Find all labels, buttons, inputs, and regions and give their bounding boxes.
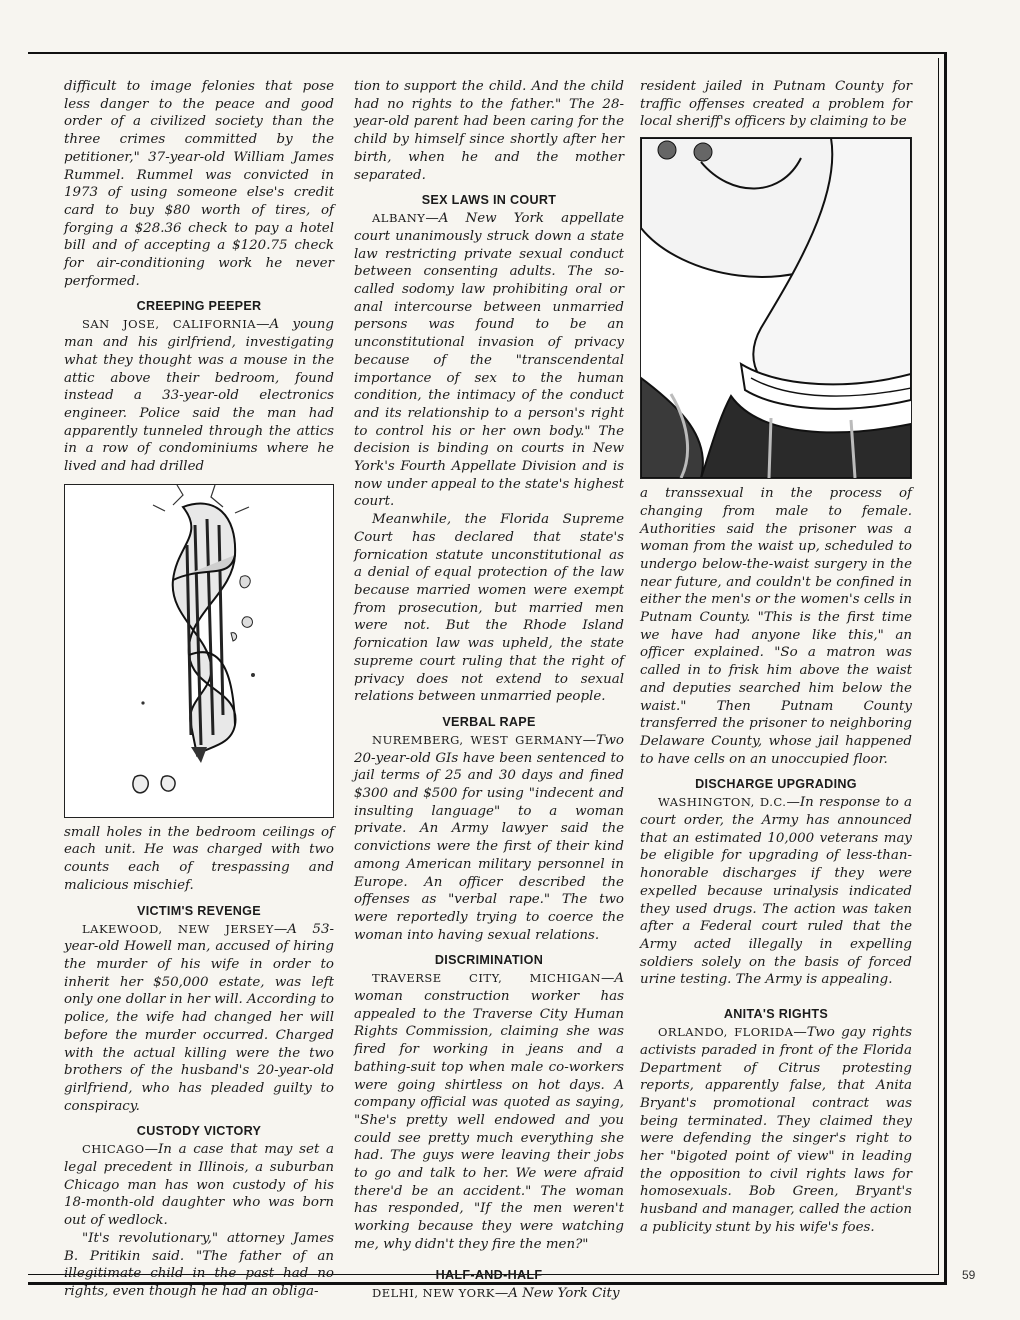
article-custody-victory: CHICAGO—In a case that may set a legal precedent in Illinois, a suburban Chicago man has won custody of his 18-month-old daughter who was born out of wedlock. bbox=[64, 1142, 334, 1229]
article-creeping-peeper-continued: small holes in the bedroom ceilings of each unit. He was charged with two counts each of trespassing and malicious mischief. bbox=[64, 824, 334, 893]
dateline: LAKEWOOD, NEW JERSEY bbox=[82, 921, 274, 936]
column-2 bbox=[354, 78, 624, 1302]
drill-bit-drawing bbox=[65, 485, 333, 817]
column-1 bbox=[64, 78, 334, 1301]
half-and-half-drawing bbox=[641, 138, 911, 478]
headline-anitas-rights: ANITA'S RIGHTS bbox=[723, 1007, 829, 1022]
article-victims-revenge: LAKEWOOD, NEW JERSEY—A 53-year-old Howell man, accused of hiring the murder of his wife in order to inherit her $50,000 estate, was left only one dollar in her will. According to police, the wife had changed her will before the murder occurred. Charged with the actual killing were the two brothers of the husband's 20-year-old girlfriend, who has pleaded guilty to conspiracy. bbox=[64, 921, 335, 1114]
article-verbal-rape: NUREMBERG, WEST GERMANY—Two 20-year-old GIs have been sentenced to jail terms of 25 and 30 days and fined $300 and $500 for using "indecent and insulting language" to a woman private. An Army lawyer said the convictions were the first of their kind among American military personnel in Europe. An officer described the offenses as "verbal rape." The two were reportedly trying to coerce the woman into having sexual relations. bbox=[354, 732, 624, 943]
headline-discharge-upgrading: DISCHARGE UPGRADING bbox=[695, 777, 857, 792]
frame-right-inner-rule bbox=[938, 58, 939, 1274]
headline-creeping-peeper: CREEPING PEEPER bbox=[136, 299, 262, 314]
headline-half-and-half: HALF-AND-HALF bbox=[435, 1267, 543, 1282]
article-sex-laws: ALBANY—A New York appellate court unanimously struck down a state law restricting private sexual conduct between consenting adults. The so-called sodomy law prohibiting oral or anal intercourse between unmarried persons was found to be an unconstitutional invasion of privacy because of the "transcendental importance of sex to the human condition, the intimacy of the conduct and its relationship to a person's right to control his or her own body." The decision is binding on courts in New York's Fourth Appellate Division and is now under appeal to the state's highest court. bbox=[354, 211, 624, 510]
dateline: ALBANY bbox=[372, 211, 426, 226]
article-sex-laws-p2: Meanwhile, the Florida Supreme Court has declared that state's fornication statute unconstitutional as a denial of equal protection of the law because married women were exempt from prosecution, but married men were not. But the Rhode Island fornication law was upheld, the state supreme court ruling that the right of privacy does not extend to sexual relations between unmarried people. bbox=[354, 512, 624, 705]
article-anitas-rights: ORLANDO, FLORIDA—Two gay rights activists paraded in front of the Florida Department of Citrus protesting reports, apparently false, that Anita Bryant's promotional contract was being terminated. They claimed they were defending the singer's right to her "bigoted point of view" in leading the opposition to civil rights laws for homosexuals. Bob Green, Bryant's husband and manager, called the action a publicity stunt by his wife's foes. bbox=[640, 1025, 912, 1235]
dateline: SAN JOSE, CALIFORNIA bbox=[82, 317, 257, 332]
article-continuation: tion to support the child. And the child had no rights to the father." The 28-year-old parent had been caring for the child by himself since shortly after her birth, when he and the mother separated. bbox=[354, 79, 624, 183]
headline-victims-revenge: VICTIM'S REVENGE bbox=[137, 903, 261, 918]
headline-custody-victory: CUSTODY VICTORY bbox=[136, 1124, 262, 1139]
dateline: NUREMBERG, WEST GERMANY bbox=[372, 732, 583, 747]
frame-right-rule bbox=[944, 52, 947, 1282]
dateline: ORLANDO, FLORIDA bbox=[658, 1025, 794, 1040]
dateline: CHICAGO bbox=[82, 1142, 145, 1157]
article-custody-quote: "It's revolutionary," attorney James B. Pritikin said. "The father of an illegitimate child in the past had no rights, even though he had an obliga- bbox=[64, 1230, 334, 1299]
article-continuation: difficult to image felonies that pose less danger to the peace and good order of a civilized society than the three crimes committed by the petitioner," 37-year-old William James Rummel. Rummel was convicted in 1973 of using someone else's credit card to buy $80 worth of tires, of forging a $28.36 check to pay a hotel bill and of accepting a $120.75 check for air-conditioning work he never performed. bbox=[64, 79, 334, 289]
dateline: TRAVERSE CITY, MICHIGAN bbox=[372, 971, 601, 986]
headline-discrimination: DISCRIMINATION bbox=[434, 953, 544, 968]
article-half-and-half-cont2: a transsexual in the process of changing from male to female. Authorities said the prisoner was a woman from the waist up, scheduled to undergo below-the-waist surgery in the near future, and couldn't be confined in either the men's or the women's cells in Putnam County. "This is the first time we have had anyone like this," an officer explained. "So a matron was called in to frisk him above the waist and deputies searched him below the waist." Then Putnam County transferred the prisoner to neighboring Delaware County, whose jail happened to have cells on an unoccupied floor. bbox=[640, 486, 912, 767]
column-3 bbox=[640, 78, 912, 1237]
headline-sex-laws: SEX LAWS IN COURT bbox=[421, 193, 557, 208]
article-half-and-half: DELHI, NEW YORK—A New York City bbox=[372, 1285, 620, 1301]
article-discrimination: TRAVERSE CITY, MICHIGAN—A woman construction worker has appealed to the Traverse City Human Rights Commission, claiming she was fired for working in jeans and a bathing-suit top when male co-workers were going shirtless on hot days. A company official was quoted as saying, "She's pretty well endowed and you could see pretty much everything she had. The guys were leaving their jobs to go and talk to her. We were afraid there'd be an accident." The woman has responded, "If the men weren't working because they were watching me, why didn't they fire the men?" bbox=[354, 971, 624, 1252]
article-half-and-half-continued: resident jailed in Putnam County for traffic offenses created a problem for local sheriff's officers by claiming to be bbox=[640, 79, 912, 130]
dateline: DELHI, NEW YORK bbox=[372, 1285, 495, 1300]
frame-top-rule bbox=[28, 52, 944, 54]
dateline: WASHINGTON, D.C. bbox=[658, 795, 787, 810]
drill-illustration bbox=[64, 484, 334, 818]
article-creeping-peeper: SAN JOSE, CALIFORNIA—A young man and his girlfriend, investigating what they thought was a mouse in the attic above their bedroom, found instead a 33-year-old electronics engineer. Police said the man had apparently tunneled through the attics in a row of condominiums where he lived and had drilled bbox=[64, 317, 334, 475]
page-number: 59 bbox=[962, 1268, 976, 1282]
headline-verbal-rape: VERBAL RAPE bbox=[442, 714, 536, 729]
torso-illustration bbox=[640, 137, 912, 479]
article-discharge-upgrading: WASHINGTON, D.C.—In response to a court order, the Army has announced that an estimated 10,000 veterans may be eligible for upgrading of less-than-honorable discharges if they were expelled because urinalysis indicated they used drugs. The action was taken after a Federal court ruled that the Army acted illegally in expelling soldiers solely on the basis of forced urine testing. The Army is appealing. bbox=[640, 795, 912, 988]
